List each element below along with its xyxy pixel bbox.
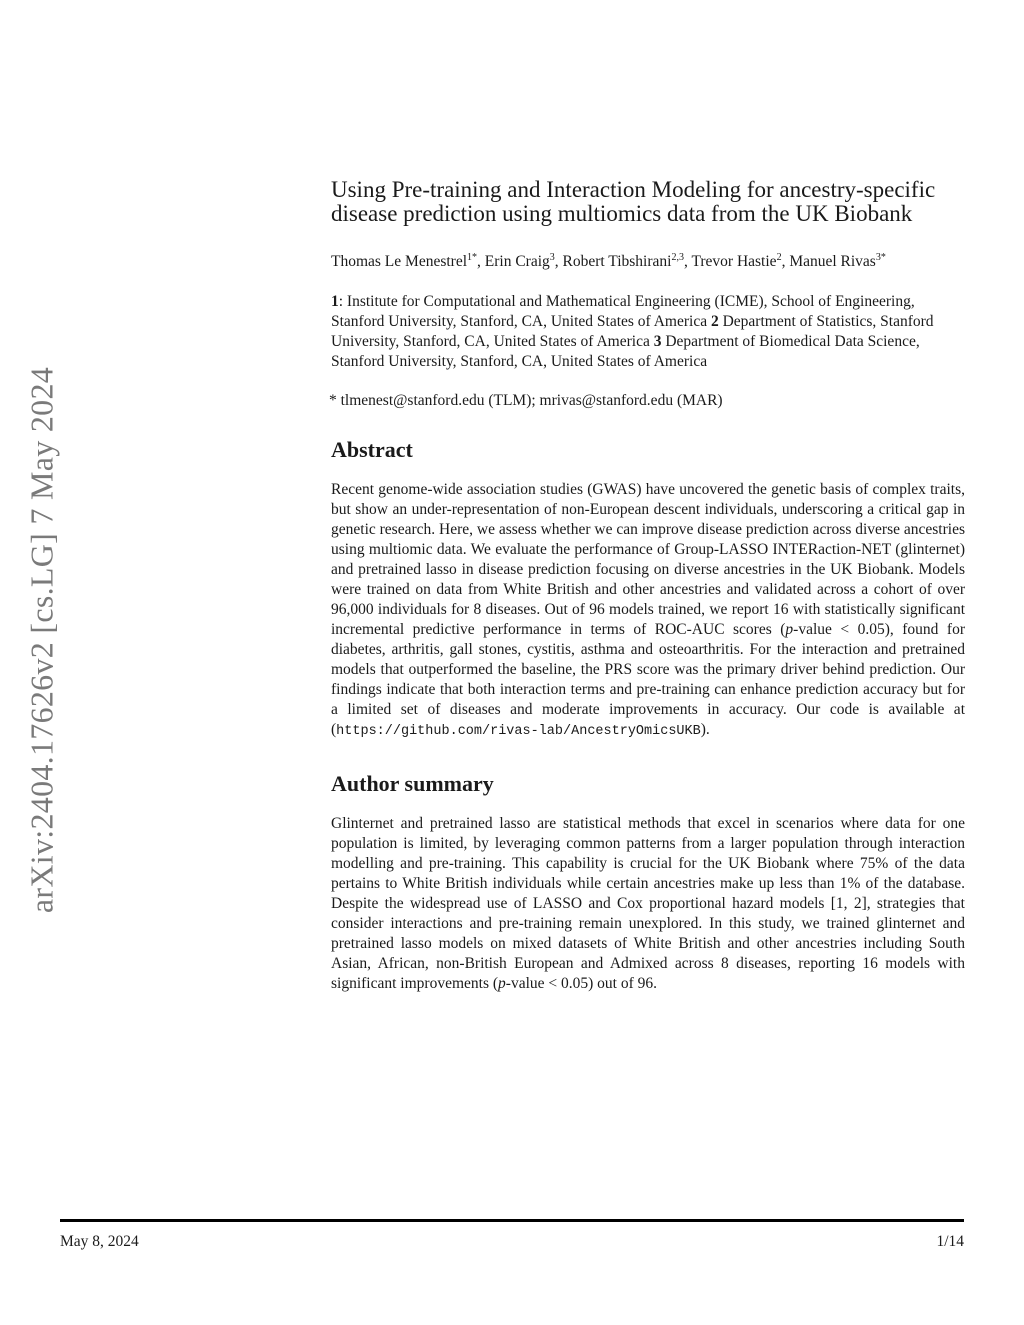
- affiliation-item: 3 Department of Biomedical Data Science, Stanford University, Stanford, CA, United States of America: [331, 333, 920, 371]
- author: Trevor Hastie$^2$,: [691, 252, 790, 271]
- author: Erin Craig$^3$,: [484, 252, 563, 271]
- footer-date: May 8, 2024: [60, 1233, 139, 1250]
- affiliation-item: 1: Institute for Computational and Mathematical Engineering (ICME), School of Engineering, Stanford University, Stanford, CA, United States of America: [331, 293, 915, 331]
- footer-rule: [60, 1219, 964, 1222]
- author-list: [331, 248, 965, 272]
- abstract-heading: Abstract: [331, 437, 413, 463]
- author: Robert Tibshirani$^{2,3}$,: [562, 252, 692, 271]
- author-summary-body: Glinternet and pretrained lasso are statistical methods that excel in scenarios where data for one population is limited, by leveraging common patterns from a larger population through interaction modelling and pre-training. This capability is crucial for the UK Biobank where 75% of the data pertains to White British individuals while certain ancestries make up less than 1% of the database. Despite the widespread use of LASSO and Cox proportional hazard models [1, 2], strategies that consider interactions and pre-training remain unexplored. In this study, we trained glinternet and pretrained lasso models on mixed datasets of White British and other ancestries including South Asian, African, non-British European and Admixed across 8 diseases, reporting 16 models with significant improvements (p-value < 0.05) out of 96.: [331, 815, 965, 993]
- affiliations: [331, 292, 965, 372]
- author: Manuel Rivas$^{3*}$: [789, 252, 886, 271]
- author: Thomas Le Menestrel$^{1*}$,: [331, 252, 485, 271]
- correspondence-emails: * tlmenest@stanford.edu (TLM); mrivas@stanford.edu (MAR): [329, 392, 723, 410]
- author-summary-heading: Author summary: [331, 771, 494, 797]
- code-repository-link[interactable]: https://github.com/rivas-lab/AncestryOmicsUKB: [336, 724, 701, 740]
- affiliation-item: 2 Department of Statistics, Stanford University, Stanford, CA, United States of America: [331, 313, 934, 351]
- abstract-body: Recent genome-wide association studies (GWAS) have uncovered the genetic basis of complex traits, but show an under-representation of non-European descent individuals, underscoring a critical gap in genetic research. Here, we assess whether we can improve disease prediction across diverse ancestries using multiomic data. We evaluate the performance of Group-LASSO INTERaction-NET (glinternet) and pretrained lasso in disease prediction focusing on diverse ancestries in the UK Biobank. Models were trained on data from White British and other ancestries and validated across a cohort of over 96,000 individuals for 8 diseases. Out of 96 models trained, we report 16 with statistically significant incremental predictive performance in terms of ROC-AUC scores (p-value < 0.05), found for diabetes, arthritis, gall stones, cystitis, asthma and osteoarthritis. For the interaction and pretrained models that outperformed the baseline, the PRS score was the primary driver behind prediction. Our findings indicate that both interaction terms and pre-training can enhance prediction accuracy but for a limited set of diseases and moderate improvements in accuracy. Our code is available at (https://github.com/rivas-lab/AncestryOmicsUKB).: [331, 481, 965, 740]
- paper-title: Using Pre-training and Interaction Modeling for ancestry-specific disease prediction using multiomics data from the UK Biobank: [331, 177, 936, 226]
- page-number: 1/14: [936, 1233, 964, 1250]
- arxiv-identifier-stamp: arXiv:2404.17626v2 [cs.LG] 7 May 2024: [23, 366, 60, 914]
- paper-first-page: [331, 178, 965, 994]
